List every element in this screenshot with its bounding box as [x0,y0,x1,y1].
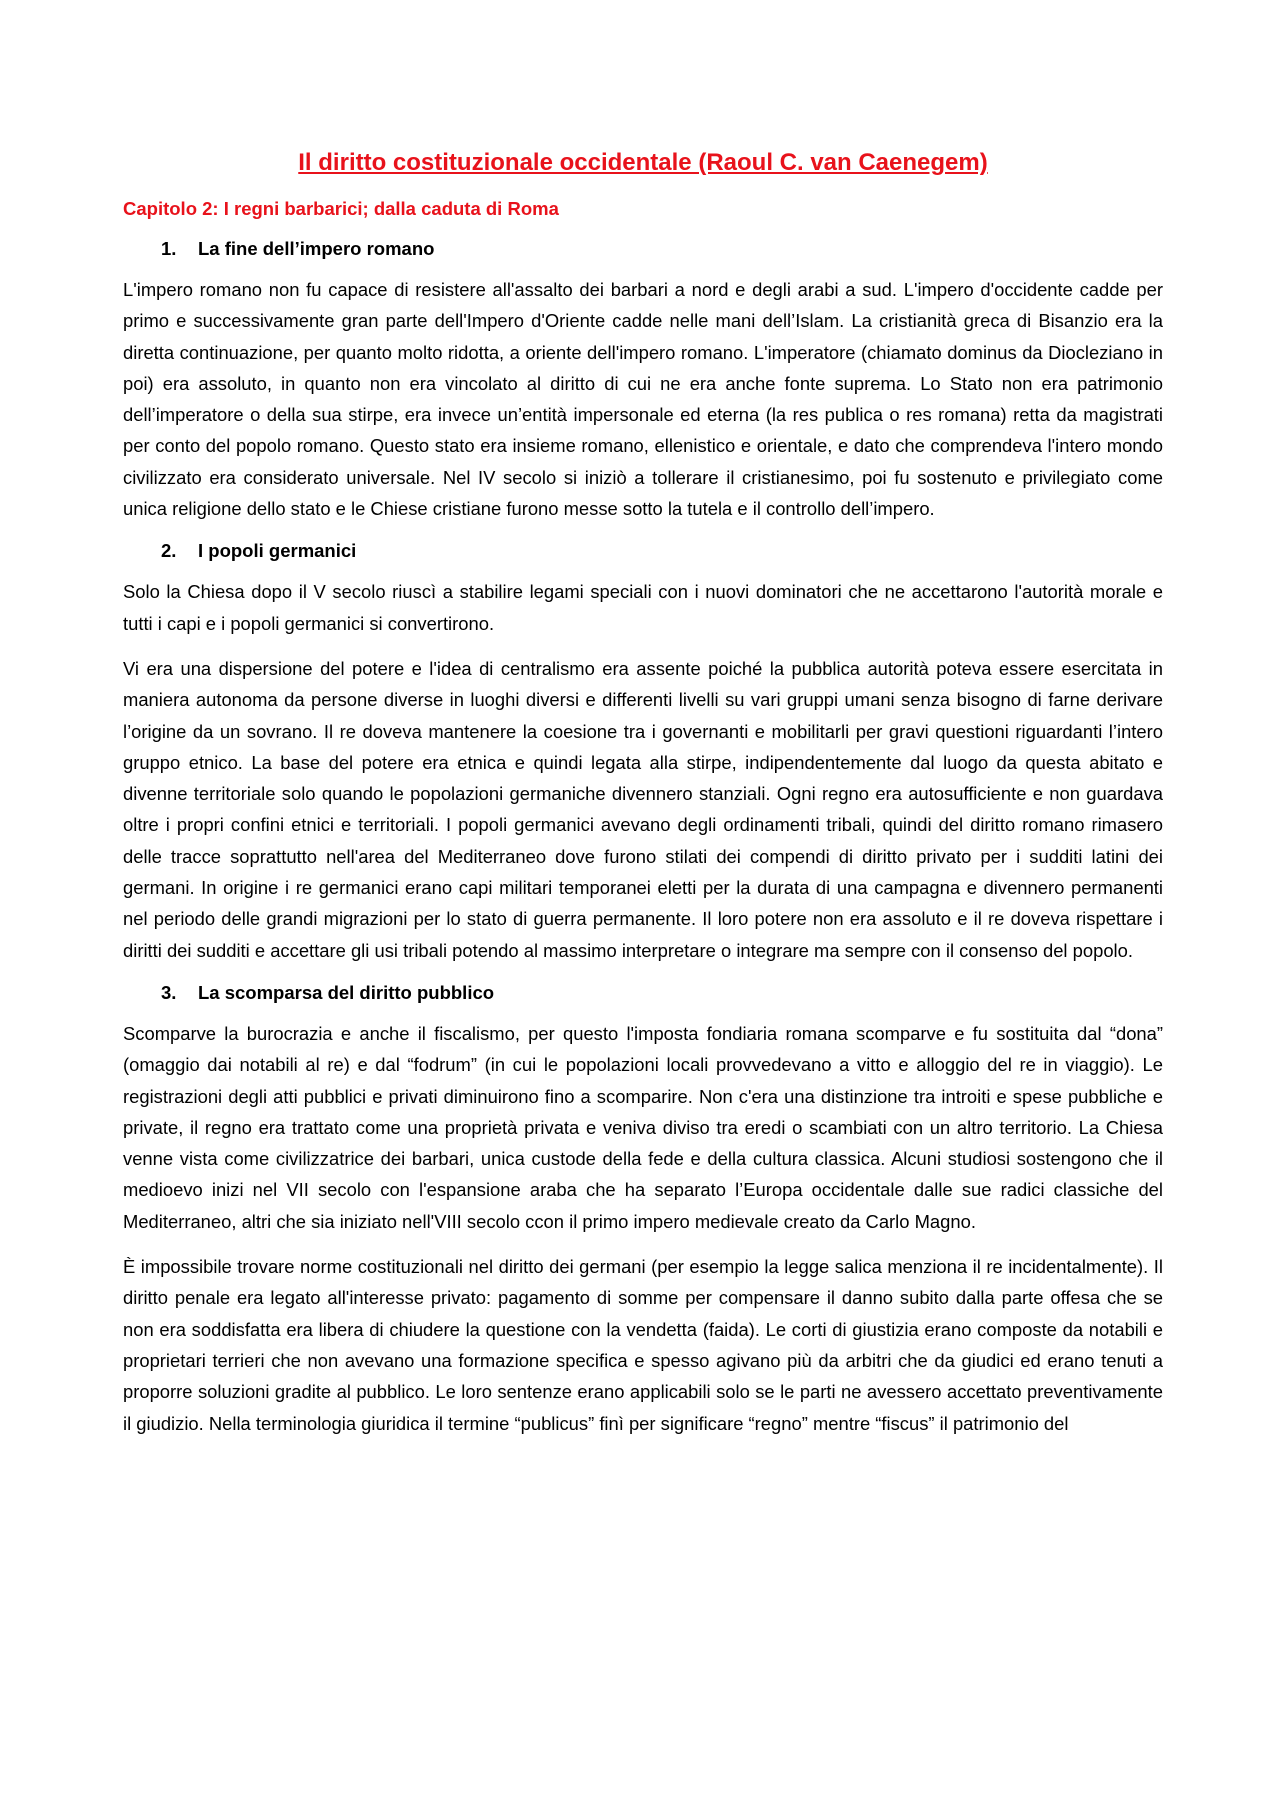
section-heading [161,980,1163,1006]
body-paragraph: Vi era una dispersione del potere e l'idea di centralismo era assente poiché la pubblica autorità poteva essere esercitata in maniera autonoma da persone diverse in luoghi diversi e differenti livelli su vari gruppi umani senza bisogno di farne derivare l’origine da un sovrano. Il re doveva mantenere la coesione tra i governanti e mobilitarli per gravi questioni riguardanti l’intero gruppo etnico. La base del potere era etnica e quindi legata alla stirpe, indipendentemente dal luogo da questa abitato e divenne territoriale solo quando le popolazioni germaniche divennero stanziali. Ogni regno era autosufficiente e non guardava oltre i propri confini etnici e territoriali. I popoli germanici avevano degli ordinamenti tribali, quindi del diritto romano rimasero delle tracce soprattutto nell'area del Mediterraneo dove furono stilati dei compendi di diritto privato per i sudditi latini dei germani. In origine i re germanici erano capi militari temporanei eletti per la durata di una campagna e divennero permanenti nel periodo delle grandi migrazioni per lo stato di guerra permanente. Il loro potere non era assoluto e il re doveva rispettare i diritti dei sudditi e accettare gli usi tribali potendo al massimo interpretare o integrare ma sempre con il consenso del popolo. [123,657,1163,961]
body-paragraph: Solo la Chiesa dopo il V secolo riuscì a stabilire legami speciali con i nuovi dominatori che ne accettarono l'autorità morale e tutti i capi e i popoli germanici si convertirono. [123,581,1163,634]
section-number: 2. [161,540,177,562]
section-heading [161,236,1163,262]
section-heading [161,538,1163,564]
body-paragraph: L'impero romano non fu capace di resistere all'assalto dei barbari a nord e degli arabi a sud. L'impero d'occidente cadde per primo e successivamente gran parte dell'Impero d'Oriente cadde nelle mani dell’Islam. La cristianità greca di Bisanzio era la diretta continuazione, per quanto molto ridotta, a oriente dell'impero romano. L'imperatore (chiamato dominus da Diocleziano in poi) era assoluto, in quanto non era vincolato al diritto di cui ne era anche fonte suprema. Lo Stato non era patrimonio dell’imperatore o della sua stirpe, era invece un’entità impersonale ed eterna (la res publica o res romana) retta da magistrati per conto del popolo romano. Questo stato era insieme romano, ellenistico e orientale, e dato che comprendeva l'intero mondo civilizzato era considerato universale. Nel IV secolo si iniziò a tollerare il cristianesimo, poi fu sostenuto e privilegiato come unica religione dello stato e le Chiese cristiane furono messe sotto la tutela e il controllo dell’impero. [123,279,1163,520]
section-number: 3. [161,981,177,1003]
section-title: I popoli germanici [198,540,357,562]
body-paragraph: Scomparve la burocrazia e anche il fiscalismo, per questo l'imposta fondiaria romana scomparve e fu sostituita dal “dona” (omaggio dai notabili al re) e dal “fodrum” (in cui le popolazioni locali provvedevano a vitto e alloggio del re in viaggio). Le registrazioni degli atti pubblici e privati diminuirono fino a scomparire. Non c'era una distinzione tra introiti e spese pubbliche e private, il regno era trattato come una proprietà privata e veniva diviso tra eredi o scambiati con un altro territorio. La Chiesa venne vista come civilizzatrice dei barbari, unica custode della fede e della cultura classica. Alcuni studiosi sostengono che il medioevo inizi nel VII secolo con l'espansione araba che ha separato l’Europa occidentale dalle sue radici classiche del Mediterraneo, altri che sia iniziato nell'VIII secolo ccon il primo impero medievale creato da Carlo Magno. [123,1022,1163,1232]
section-title: La fine dell’impero romano [198,238,435,259]
section-title: La scomparsa del diritto pubblico [198,981,495,1003]
document-title: Il diritto costituzionale occidentale (Raoul C. van Caenegem) [298,149,988,176]
section-number: 1. [161,238,177,259]
chapter-heading: Capitolo 2: I regni barbarici; dalla caduta di Roma [123,198,559,219]
document-page [123,148,1163,1439]
body-paragraph: È impossibile trovare norme costituzionali nel diritto dei germani (per esempio la legge salica menziona il re incidentalmente). Il diritto penale era legato all'interesse privato: pagamento di somme per compensare il danno subito dalla parte offesa che se non era soddisfatta era libera di chiudere la questione con la vendetta (faida). Le corti di giustizia erano composte da notabili e proprietari terrieri che non avevano una formazione specifica e spesso agivano più da arbitri che da giudici ed erano tenuti a proporre soluzioni gradite al pubblico. Le loro sentenze erano applicabili solo se le parti ne avessero accettato preventivamente il giudizio. Nella terminologia giuridica il termine “publicus” finì per significare “regno” mentre “fiscus” il patrimonio del [123,1256,1163,1434]
